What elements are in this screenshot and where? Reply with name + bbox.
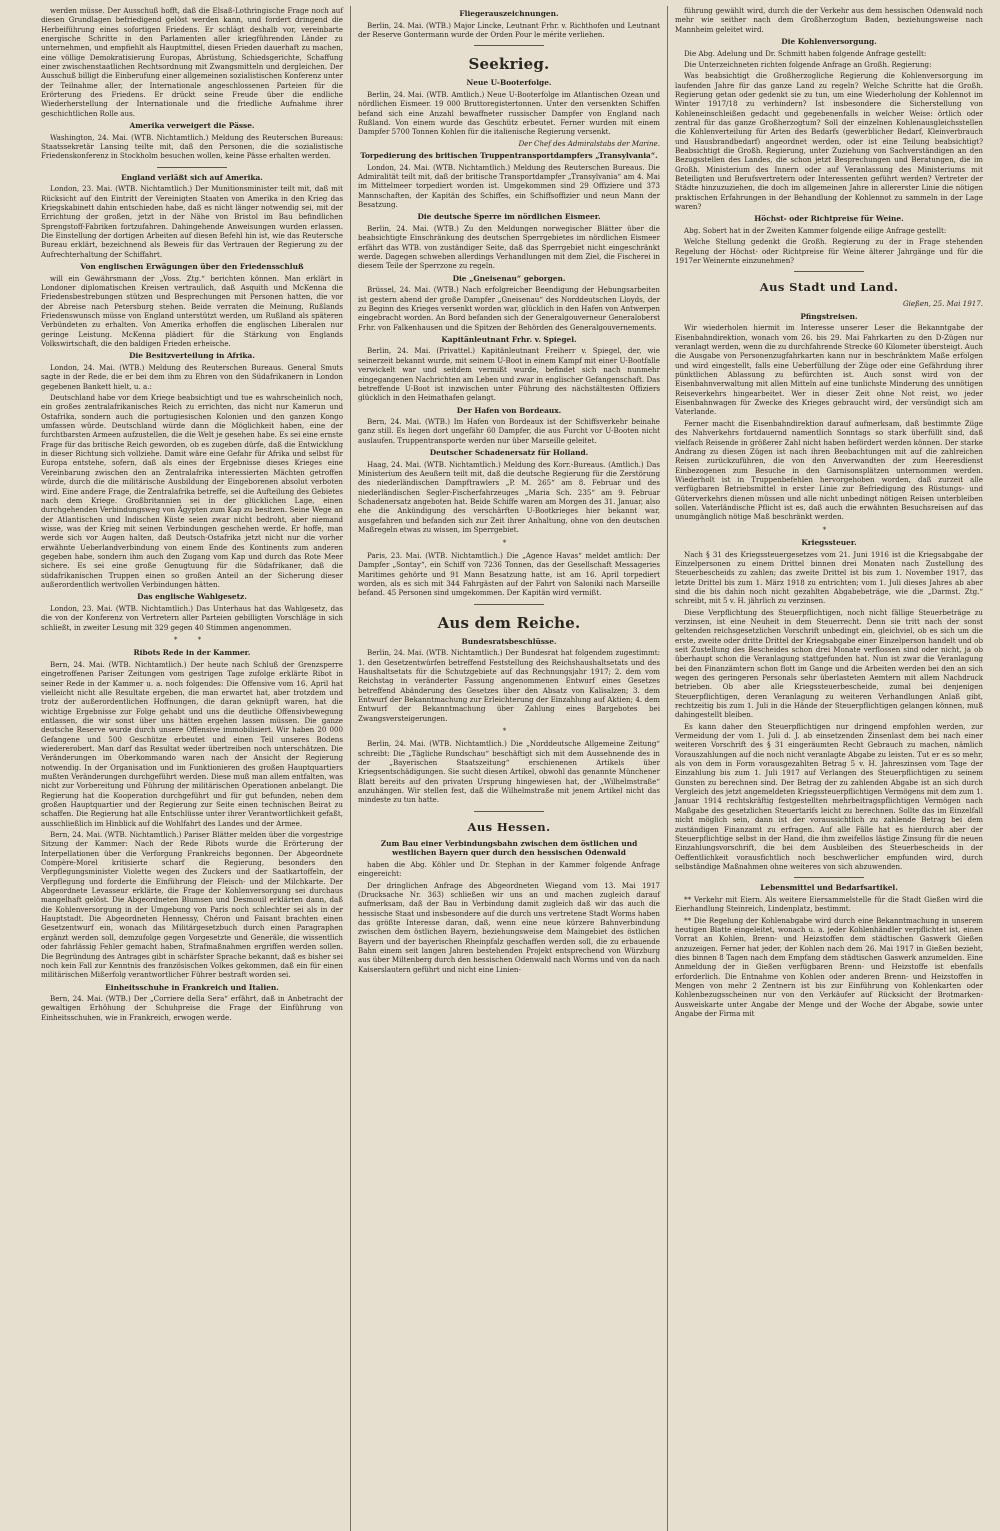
article-paragraph: Berlin, 24. Mai. (WTB. Nichtamtlich.) Die „Norddeutsche Allgemeine Zeitung“ schreibt: Die „Tägliche Rundschau“ beschäftigt sich mit dem Aussehnende des in der „Bayerischen Staatszeitung“ erschienenen Artikels über Kriegsentschädigungen. Sie sucht diesen Artikel, obwohl das genannte Münchener Blatt bereits auf den privaten Ursprung hingewiesen hat, der „Wilhelmstraße“ anzuhängen. Wir stellen fest, daß die Wilhelmstraße mit jenem Artikel nicht das mindeste zu tun hatte.	[358, 739, 660, 805]
divider	[794, 271, 864, 272]
article-paragraph: Ferner macht die Eisenbahndirektion darauf aufmerksam, daß bestimmte Züge des Nahverkehrs fortdauernd namentlich Sonntags so stark überfüllt sind, daß vielfach Reisende in größerer Zahl nicht haben befördert werden können. Der starke Andrang zu diesen Zügen ist nach ihren Beobachtungen mit auf die zahlreichen Reisen zurückzuführen, die von den Anverwandten der zum Heeresdienst Einbezogenen zum Besuche in den Garnisonsplätzen unternommen werden. Wiederholt ist in Truppenbefehlen hervorgehoben worden, daß zurzeit alle verfügbaren Betriebsmittel in erster Linie zur Befriedigung des Rüstungs- und Güterverkehrs dienen müssen und alle nicht unbedingt nötigen Reisen unterbleiben sollen. Vaterländische Pflicht ist es, daß auch die erwähnten Besuchsreisen auf das unumgänglich nötige Maß beschränkt werden.	[675, 418, 983, 522]
article-paragraph: Abg. Sobert hat in der Zweiten Kammer folgende eilige Anfrage gestellt:	[684, 226, 947, 236]
article-headline: Torpedierung des britischen Truppentransportdampfers „Transylvania“.	[360, 150, 658, 160]
section-heading: Aus Stadt und Land.	[759, 280, 899, 295]
article-paragraph: Brüssel, 24. Mai. (WTB.) Nach erfolgreicher Beendigung der Hebungsarbeiten ist gestern abend der große Dampfer „Gneisenau“ des Norddeutschen Lloyds, der zu Beginn des Krieges versenkt worden war, glücklich in den Hafen von Antwerpen eingebracht worden. An Bord befanden sich der Generalgouverneur Generaloberst Frhr. von Falkenhausen und die Spitzen der Behörden des Generalgouvernements.	[358, 285, 660, 332]
article-paragraph: ** Verkehr mit Eiern. Als weitere Eiersammelstelle für die Stadt Gießen wird die Eierhandlung Steinreich, Lindenplatz, bestimmt.	[675, 894, 983, 914]
article-paragraph: Washington, 24. Mai. (WTB. Nichtamtlich.) Meldung des Reuterschen Bureaus: Staatssekretär Lansing teilte mit, daß den Personen, die die sozialistische Friedenskonferenz in Stockholm besuchen wollen, keine Pässe erhalten werden.	[41, 132, 343, 161]
divider	[794, 877, 864, 878]
divider	[474, 45, 544, 46]
article-paragraph: will ein Gewährsmann der „Voss. Ztg.“ berichten können. Man erklärt in Londoner diplomatischen Kreisen vertraulich, daß Asquith und McKenna die Friedensbestrebungen stützen und Besprechungen mit Personen hatten, die vor der Abreise nach Petersburg stehen. Beide verraten die Meinung, Rußlands Friedenswunsch müsse von England unterstützt werden, um Rußland als späteren Verbündeten zu erhalten. Von Amerika erhoffen die englischen Liberalen nur geringe Leistung. McKenna plädiert für die Stärkung von Englands Volkswirtschaft, die den baldigen Frieden erheische.	[41, 273, 343, 349]
asterisk-separator: *	[502, 726, 516, 735]
section-heading: Seekrieg.	[468, 55, 550, 74]
article-paragraph: werden müsse. Der Ausschuß hofft, daß die Elsaß-Lothringische Frage noch auf diesen Grundlagen befriedigend gelöst werden kann, und fordert dringend die Herbeiführung eines sofortigen Friedens. Er schlägt deshalb vor, vereinbarte energische Schritte in den Parlamenten aller kriegführenden Länder zu unternehmen, und empfiehlt als Hauptmittel, diesen Frieden dauerhaft zu machen, eine völlige Demokratisierung Europas, Abrüstung, Schiedsgerichte, Schaffung einer zwischenstaatlichen Rechtsordnung mit Zwangsmitteln und dergleichen. Der Ausschuß billigt die Einberufung einer allgemeinen sozialistischen Konferenz unter der Teilnahme aller, der Internationale angeschlossenen Parteien für die Erörterung des Friedens. Er drückt seine Freude über die endliche Wiederherstellung der Internationale und die friedliche Aufnahme ihrer geschichtlichen Rolle aus.	[41, 6, 343, 118]
article-paragraph: Welche Stellung gedenkt die Großh. Regierung zu der in Frage stehenden Regelung der Höchst- oder Richtpreise für Weine älterer Jahrgänge und für die 1917er Weinernte einzunehmen?	[675, 237, 983, 266]
article-headline: Kapitänleutnant Frhr. v. Spiegel.	[441, 334, 577, 344]
asterisk-separator: *	[502, 538, 516, 547]
article-paragraph: London, 23. Mai. (WTB. Nichtamtlich.) Das Unterhaus hat das Wahlgesetz, das die von der Konferenz von Vertretern aller Parteien gebilligten Vorschläge in sich schließt, in zweiter Lesung mit 329 gegen 40 Stimmen angenommen.	[41, 603, 343, 632]
asterisk-separator: * *	[173, 635, 211, 644]
article-paragraph: Was beabsichtigt die Großherzogliche Regierung die Kohlenversorgung im laufenden Jahre für das ganze Land zu regeln? Welche Schritte hat die Großh. Regierung getan oder gedenkt sie zu tun, um eine Wiederholung der Kohlennot im Winter 1917/18 zu verhindern? Ist insbesondere die Sicherstellung von Kohleneinschleißen gedacht und gegebenenfalls in welcher Weise: örtlich oder zentral für das ganze Großherzogtum? Soll der einzelnen Kohlenausgleichsstellen die Kohlenverteilung für Arten des Bedarfs (gewerblicher Bedarf, Kleinverbrauch und Hausbrandbedarf) angeordnet werden, oder ist eine Teilung beabsichtigt? Beabsichtigt die Großh. Regierung, unter Zuziehung von Sachverständigen an den Bezugsstellen des Landes, die schon jetzt Besprechungen und Beratungen, die im Großh. Ministerium des Innern oder auf Veranlassung des Ministeriums mit Beteiligten und Berufsvertretern oder Interessenten geführt werden? Vertreter der Städte hinzuzuziehen, die doch im allgemeinen Jahre in allererster Linie die nötigen praktischen Erfahrungen in der Behandlung der Kohlennot zu sammeln in der Lage waren?	[675, 71, 983, 212]
article-paragraph: Die Abg. Adelung und Dr. Schmitt haben folgende Anfrage gestellt:	[684, 48, 927, 58]
dateline: Der Chef des Admiralstabs der Marine.	[518, 138, 660, 148]
article-paragraph: Es kann daher den Steuerpflichtigen nur dringend empfohlen werden, zur Vermeidung der vom 1. Juli d. J. ab einsetzenden Zinsenlast dem bei nach einer weiteren Vorschrift des § 31 eingeräumten Recht Gebrauch zu machen, nämlich Vorauszahlungen auf die noch nicht veranlagte Abgabe zu leisten. Tut er es so mehr, als von dem in Form vorausgezahlten Betrag 5 v. H. Jahreszinsen vom Tage der Einzahlung bis zum 1. Juli 1917 auf Verlangen des Steuerpflichtigen zu seinem Gunsten zu berechnen sind. Der Betrag der zu zahlenden Abgabe ist an sich durch Vergleich des jetzt angemeldeten Kriegssteuerpflichtigen Vermögens mit dem zum 1. Januar 1914 rechtskräftig festgestellten mehrbeitragspflichtigen Vermögen nach Maßgabe des gesetzlichen Steuertarifs leicht zu berechnen. Sollte das im Einzelfall nicht möglich sein, dann ist der voraussichtlich zu zahlende Betrag bei dem zuständigen Finanzamt zu erfragen. Auf alle Fälle hat es hierdurch aber der Steuerpflichtige selbst in der Hand, die ihm zweifellos lästige Zinsung für die neuen Einzahlungsvorschrift, die bei dem Ausbleiben des Steuerbescheids in der Oeffentlichkeit vorausfichtlich noch beschwerlicher empfunden wird, durch selbständige Maßnahmen ohne weiteres von sich abzuwenden.	[675, 721, 983, 871]
article-headline: Die „Gneisenau“ geborgen.	[452, 273, 566, 283]
article-paragraph: London, 24. Mai. (WTB. Nichtamtlich.) Meldung des Reuterschen Bureaus. Die Admiralität teilt mit, daß der britische Transportdampfer „Transylvania“ am 4. Mai im Mittelmeer torpediert worden ist. Umgekommen sind 29 Offiziere und 373 Mannschaften, der Kapitän des Schiffes, ein Schiffsoffizier und neun Mann der Besatzung.	[358, 162, 660, 209]
article-paragraph: Die Unterzeichneten richten folgende Anfrage an Großh. Regierung:	[684, 59, 932, 69]
article-headline: Bundesratsbeschlüsse.	[461, 636, 557, 646]
article-paragraph: London, 23. Mai. (WTB. Nichtamtlich.) Der Munitionsminister teilt mit, daß mit Rücksicht auf den Eintritt der Vereinigten Staaten von Amerika in den Krieg das Kriegskabinett dahin entschieden habe, daß es nicht länger notwendig sei, mit der Errichtung der großen, jetzt in der Nähe von Bristol im Bau befindlichen Sprengstoff-Fabriken fortzufahren. Dahingehende Anweisungen wurden erlassen. Die Einstellung der dortigen Arbeiten auf diesen Befehl hin ist, wie das Reutersche Bureau erklärt, bezeichnend als Beweis für das Vertrauen der Regierung zu der Aufrechterhaltung der Schiffahrt.	[41, 184, 343, 259]
column-left	[34, 6, 350, 1531]
article-paragraph: Paris, 23. Mai. (WTB. Nichtamtlich.) Die „Agence Havas“ meldet amtlich: Der Dampfer „Sontay“, ein Schiff von 7236 Tonnen, das der Gesellschaft Messageries Maritimes gehörte und 91 Mann Besatzung hatte, ist am 16. April torpediert worden, als es sich mit 344 Fahrgästen auf der Fahrt von Saloniki nach Marseille befand. 45 Personen sind umgekommen. Der Kapitän wird vermißt.	[358, 550, 660, 598]
article-headline: Die Besitzverteilung in Afrika.	[129, 351, 255, 361]
article-paragraph: Berlin, 24. Mai. (Privattel.) Kapitänleutnant Freiherr v. Spiegel, der, wie seinerzeit bekannt wurde, mit seinem U-Boot in einem Kampf mit einer U-Bootfalle verwickelt war und seitdem vermißt wurde, befindet sich nach nunmehr eingegangenen Nachrichten am Leben und zwar in englischer Gefangenschaft. Das betreffende U-Boot ist inzwischen unter Führung des nächstältesten Offiziers glücklich in den Heimathafen gelangt.	[358, 346, 660, 403]
dateline: Gießen, 25. Mai 1917.	[902, 299, 983, 309]
divider	[474, 811, 544, 812]
article-headline: Der Hafen von Bordeaux.	[456, 405, 562, 415]
column-container	[34, 6, 990, 1531]
section-heading: Aus dem Reiche.	[437, 613, 581, 632]
article-headline: Die Kohlenversorgung.	[781, 37, 877, 47]
article-headline: England verläßt sich auf Amerika.	[121, 172, 263, 182]
article-headline: Von englischen Erwägungen über den Friedensschluß	[80, 262, 304, 272]
article-headline: Amerika verweigert die Pässe.	[129, 121, 255, 131]
article-paragraph: London, 24. Mai. (WTB.) Meldung des Reuterschen Bureaus. General Smuts sagte in der Rede, die er bei dem ihm zu Ehren von den Südafrikanern in London gegebenen Bankett hielt, u. a.:	[41, 363, 343, 391]
article-paragraph: Berlin, 24. Mai. (WTB.) Zu den Meldungen norwegischer Blätter über die beabsichtigte Einschränkung des deutschen Sperrgebietes im nördlichen Eismeer erfährt das WTB. von zuständiger Seite, daß das Sperrgebiet nicht eingeschränkt werde. Dagegen schweben allerdings Verhandlungen mit dem Ziel, die Fischerei in diesem Teile der Sperrzone zu regeln.	[358, 223, 660, 271]
asterisk-separator: *	[822, 525, 836, 534]
article-headline: Pfingstreisen.	[800, 311, 858, 321]
article-paragraph: Wir wiederholen hiermit im Interesse unserer Leser die Bekanntgabe der Eisenbahndirektion, wonach vom 26. bis 29. Mai Fahrkarten zu den D-Zügen nur veranlagt werden, wenn die zu durchfahrende Strecke 60 Kilometer übersteigt. Auch die Ausgabe von Personenzugfahrkarten kann nur in beschränktem Maße erfolgen und wird eingestellt, falls eine Ueberfüllung der Züge oder eine Gefährdung ihrer pünktlichen Ablassung zu befürchten ist. Auch sonst wird von der Eisenbahnverwaltung mit allen Mitteln auf eine tunlichste Minderung des unnötigen Reiseverkehrs hingearbeitet. Wer in dieser Zeit ohne Not reist, wo jeder Eisenbahnwagen für Zwecke des Krieges gebraucht wird, der versündigt sich am Vaterlande.	[675, 323, 983, 417]
article-headline: Deutscher Schadenersatz für Holland.	[429, 448, 589, 458]
article-headline: Die deutsche Sperre im nördlichen Eismeer.	[417, 212, 601, 222]
article-headline: Zum Bau einer Verbindungsbahn zwischen dem östlichen und westlichen Bayern quer durch den hessischen Odenwald	[380, 838, 638, 858]
article-paragraph: Nach § 31 des Kriegssteuergesetzes vom 21. Juni 1916 ist die Kriegsabgabe der Einzelpersonen zu einem Drittel binnen drei Monaten nach Zustellung des Steuerbescheids zu zahlen; das zweite Drittel ist bis zum 1. November 1917, das letzte Drittel bis zum 1. März 1918 zu entrichten; vom 1. Juli dieses Jahres ab aber sind die bis dahin noch nicht gezahlten Abgabebeträge, wie die „Darmst. Ztg.“ schreibt, mit 5 v. H. jährlich zu verzinsen.	[675, 549, 983, 606]
article-paragraph: ** Die Regelung der Kohlenabgabe wird durch eine Bekanntmachung in unserem heutigen Blatte eingeleitet, wonach u. a. jeder Kohlenhändler verpflichtet ist, einen Vorrat an Kohlen, Brenn- und Heizstoffen dem städtischen Gaswerk Gießen anzuzeigen. Ferner hat jeder, der Kohlen nach dem 26. Mai 1917 in Gießen bezieht, dies binnen 8 Tagen nach dem Empfang dem städtischen Gaswerk anzumelden. Eine Anmeldung der in Gießen verfügbaren Brenn- und Heizstoffe ist ebenfalls erforderlich. Die Entnahme von Kohlen oder anderen Brenn- und Heizstoffen in Mengen von mehr 2 Zentnern ist bis zur Einführung von Kohlenkarten oder Kohlenbezugsscheinen nur von den Verkäufer auf Rücksicht der Brotmarken-Ausweiskarte unter Angabe der Menge und der Woche der Abgabe, sowie unter Angabe der Firma mit	[675, 915, 983, 1018]
article-paragraph: Bern, 24. Mai. (WTB.) Der „Corriere della Sera“ erfährt, daß in Anbetracht der gewaltigen Erhöhung der Schuhpreise die Frage der Einführung von Einheitsschuhen, wie in Frankreich, erwogen werde.	[41, 994, 343, 1022]
article-headline: Höchst- oder Richtpreise für Weine.	[754, 214, 904, 224]
article-paragraph: Bern, 24. Mai. (WTB. Nichtamtlich.) Pariser Blätter melden über die vorgestrige Sitzung der Kammer: Nach der Rede Ribots wurde die Erörterung der Interpellationen über die Verforgung Frankreichs begonnen. Der Abgeordnete Compère-Morel kritisierte scharf die Regierung, besonders den Verpflegungsminister Violette wegen des Zuckers und der Saatkartoffeln, der Verpflegung und forderte die Einführung der Fleisch- und der Milchkarte. Der Abgeordnete Levasseur erklärte, die Frage der Kohlenversorgung sei durchaus mangelhaft gelöst. Die Abgeordneten Blumsen und Desmouil erklärten dann, daß die Kohlenversorgung in der Umgebung von Paris noch schlechter sei als in der Hauptstadt. Die Abgeordneten Hennessy, Chéron und Faisant brachten einen Gesetzentwurf ein, wonach das Militärgesetzbuch durch einen Paragraphen ergänzt werden soll, demzufolge gegen Vorgesetzte und Generäle, die wissentlich oder fahrlässig Fehler gemacht haben, Strafmaßnahmen ergriffen werden sollen. Die Begründung des Antrages gibt in schärfster Sprache bekannt, daß es bisher sei noch kein Fall zur Kenntnis des französischen Volkes gekommen, daß ein für einen militärischen Mißerfolg verantwortlicher Führer bestraft worden sei.	[41, 830, 343, 980]
article-headline: Fliegerauszeichnungen.	[459, 9, 559, 18]
divider	[157, 167, 227, 168]
article-headline: Neue U-Booterfolge.	[466, 78, 552, 88]
article-headline: Kriegssteuer.	[801, 537, 857, 547]
article-headline: Einheitsschuhe in Frankreich und Italien.	[105, 982, 279, 992]
article-paragraph: Deutschland habe vor dem Kriege beabsichtigt und tue es wahrscheinlich noch, ein großes zentralafrikanisches Reich zu errichten, das nicht nur Kamerun und Ostafrika, sondern auch die portugiesischen Kolonien und den ganzen Kongo umfassen würde. Deutschland würde dann die Möglichkeit haben, eine der furchtbarsten Armeen aufzustellen, die die Welt je gesehen habe. Es sei eine ernste Frage für das britische Reich geworden, ob es zugeben dürfe, daß die Entwicklung in dieser Richtung sich vollziehe. Damit wäre eine Gefahr für Afrika und selbst für Europa entstehe, sofern, daß als eines der Ergebnisse dieses Krieges eine Vereinbarung zwischen den an Zentralafrika interessierten Mächten getroffen würde, durch die die militärische Ausbildung der Eingeborenen absolut verboten wird. Eine andere Frage, die Zentralafrika betreffe, sei die Aufteilung des Gebietes nach dem Kriege. Großbritannien sei in der glücklichen Lage, einen durchgehenden Verbindungsweg von Ägypten zum Kap zu besitzen. Seine Wege an der Atlantischen und Indischen Küste seien zwar nicht bedroht, aber niemand wisse, was der Krieg mit seinen Verbindungen geschehen werde. Er hoffe, man werde sich vor Augen halten, daß Deutsch-Ostafrika jetzt nicht nur die vorher erwähnte Ueberlandverbindung von einem Ende des Kontinents zum anderen gegeben habe, sondern ihm auch den Zugang vom Kap und durch das Rote Meer sichere. Es sei eine große Genugtuung für die Südafrikaner, daß die südafrikanischen Truppen einen so großen Anteil an der Sicherung dieser außerordentlich wertvollen Verbindungen hätten.	[41, 393, 343, 589]
article-headline: Lebensmittel und Bedarfsartikel.	[760, 883, 898, 893]
column-right	[667, 6, 990, 1531]
article-paragraph: führung gewählt wird, durch die der Verkehr aus dem hessischen Odenwald noch mehr wie seither nach dem Großherzogtum Baden, beziehungsweise nach Mannheim geleitet wird.	[675, 6, 983, 34]
article-paragraph: Haag, 24. Mai. (WTB. Nichtamtlich.) Meldung des Korr.-Bureaus. (Amtlich.) Das Ministerium des Aeußern teilt mit, daß die deutsche Regierung für die Zerstörung des niederländischen Dampftrawlers „P. M. 265“ am 8. Februar und des niederländischen Segler-Fischerfahrzeuges „Maria Sch. 235“ am 9. Februar Schadenersatz angeboten hat. Beide Schiffe waren am Morgen des 31. Januar, also ehe die Ankündigung des verschärften U-Bootkrieges hier bekannt war, ausgefahren und befanden sich zur Zeit ihrer Anhaltung, ohne von den deutschen Maßregeln etwas zu wissen, im Sperrgebiet.	[358, 459, 660, 535]
column-middle	[350, 6, 667, 1531]
article-paragraph: haben die Abg. Köhler und Dr. Stephan in der Kammer folgende Anfrage eingereicht:	[358, 859, 660, 879]
article-paragraph: Diese Verpflichtung des Steuerpflichtigen, noch nicht fällige Steuerbeträge zu verzinsen, ist eine Neuheit in dem Steuerrecht. Denn sie tritt nach der sonst geltenden reichsgesetzlichen Vorschrift unbedingt ein, gleichviel, ob es sich um die erste, zweite oder dritte Drittel der Kriegsabgabe einer Einzelperson handelt und ob seit Zustellung des Bescheides schon drei Monate verflossen sind oder nicht, ja ob überhaupt schon die Veranlagung stattgefunden hat. Nun ist zwar die Veranlagung bei den Finanzämtern schon flott im Gange und die Arbeiten werden bei den an sich wegen des geringeren Personals sehr überlasteten Aemtern mit allem Nachdruck betrieben. Ob aber alle Kriegssteuerbescheide, zumal bei denjenigen Steuerpflichtigen, deren Veranlagung zu weiteren Verhandlungen Anlaß gibt, rechtzeitig bis zum 1. Juli in die Hände der Steuerpflichtigen gelangen können, muß dahingestellt bleiben.	[675, 607, 983, 720]
article-paragraph: Bern, 24. Mai. (WTB.) Im Hafen von Bordeaux ist der Schiffsverkehr beinahe ganz still. Es liegen dort ungefähr 60 Dampfer, die aus Furcht vor U-Booten nicht auslaufen. Truppentransporte werden nur über Marseille geleitet.	[358, 417, 660, 445]
article-paragraph: Bern, 24. Mai. (WTB. Nichtamtlich.) Der heute nach Schluß der Grenzsperre eingetroffenen Pariser Zeitungen vom gestrigen Tage zufolge erklärte Ribot in seiner Rede in der Kammer u. a. noch folgendes: Die Offensive vom 16. April hat vielleicht nicht alle Resultate ergeben, die man erwartet hat, aber trotzdem und trotz der außerordentlichen Hoffnungen, die daran geknüpft waren, hat die wichtige Ergebnisse zur Folge gehabt und uns die deutliche Offensivbewegung entlassen, die wir sonst über uns hätten ergehen lassen müssen. Die ganze deutsche Reserve wurde durch unsere Offensive immobilisiert. Wir haben 20 000 Gefangene und 500 Geschütze erbeutet und einen Teil unseres Bodens wiedererobert. Man darf das Resultat weder übertreiben noch unterschätzen. Die Veränderungen im Oberkommando waren nach der Ansicht der Regierung notwendig. In der Organisation und im Funktionieren des großen Hauptquartiers mußten Veränderungen durchgeführt werden. Diese muß man allem entfalten, was nicht zur Vorbereitung und Führung der militärischen Operationen anbelangt. Die Regierung hat die Kooperation durchgeführt und für gut befunden, neben dem großen Hauptquartier und der Regierung zur Seite einen technischen Beirat zu schaffen. Die Regierung hat alle Entschlüsse unter ihrer Verantwortlichkeit gefaßt, ausschließlich im Hinblick auf die Wohlfahrt des Landes und der Armee.	[41, 659, 343, 828]
section-heading: Aus Hessen.	[467, 819, 551, 834]
article-paragraph: Der dringlichen Anfrage des Abgeordneten Wiegand vom 13. Mai 1917 (Drucksache Nr. 363) schließen wir uns an und machen zugleich darauf aufmerksam, daß der Bau in Verbindung damit zugleich daß wir das auch die hessische Staat und insbesondere auf die durch uns vertretene Stadt Worms haben das größte Interesse daran, daß, wenn eine neue kürzere Bahnverbindung zwischen dem östlichen Bayern, beziehungsweise dem Maingebiet des östlichen Bayern und der bayerischen Rheinpfalz geschaffen werden soll, die zu erbauende Bahn einem seit langen Jahren bestehenden Projekt entsprechend von Würzburg aus über Miltenberg durch den hessischen Odenwald nach Worms und von da nach Kaiserslautern geführt und nicht eine Linien-	[358, 880, 660, 974]
article-paragraph: Berlin, 24. Mai. (WTB. Amtlich.) Neue U-Booterfolge im Atlantischen Ozean und nördlichen Eismeer. 19 000 Bruttoregistertonnen. Unter den versenkten Schiffen befand sich eine Anzahl bewaffneter russischer Dampfer von England nach Rußland. Von einem wurde das Geschütz erbeutet. Ferner wurden mit einem Dampfer 5700 Tonnen Kohlen für die italienische Regierung versenkt.	[358, 89, 660, 137]
article-paragraph: Berlin, 24. Mai. (WTB. Nichtamtlich.) Der Bundesrat hat folgendem zugestimmt: 1. den Gesetzentwürfen betreffend Feststellung des Reichshaushaltsetats und des Haushaltsetats für die Schutzgebiete auf das Rechnungsjahr 1917; 2. dem vom Reichstag in veränderter Fassung angenommenen Entwurf eines Gesetzes betreffend Abänderung des Gesetzes über den Absatz von Kalisalzen; 3. dem Entwurf der Bekanntmachung zur Erleichterung der Einzahlung auf Aktien; 4. dem Entwurf der Bekanntmachung über Zahlung eines Bargebotes bei Zwangsversteigerungen.	[358, 648, 660, 723]
divider	[474, 604, 544, 605]
article-headline: Das englische Wahlgesetz.	[137, 592, 247, 602]
article-paragraph: Berlin, 24. Mai. (WTB.) Major Lincke, Leutnant Frhr. v. Richthofen und Leutnant der Reserve Gontermann wurde der Orden Pour le mérite verliehen.	[358, 20, 660, 39]
article-headline: Ribots Rede in der Kammer.	[133, 648, 251, 658]
